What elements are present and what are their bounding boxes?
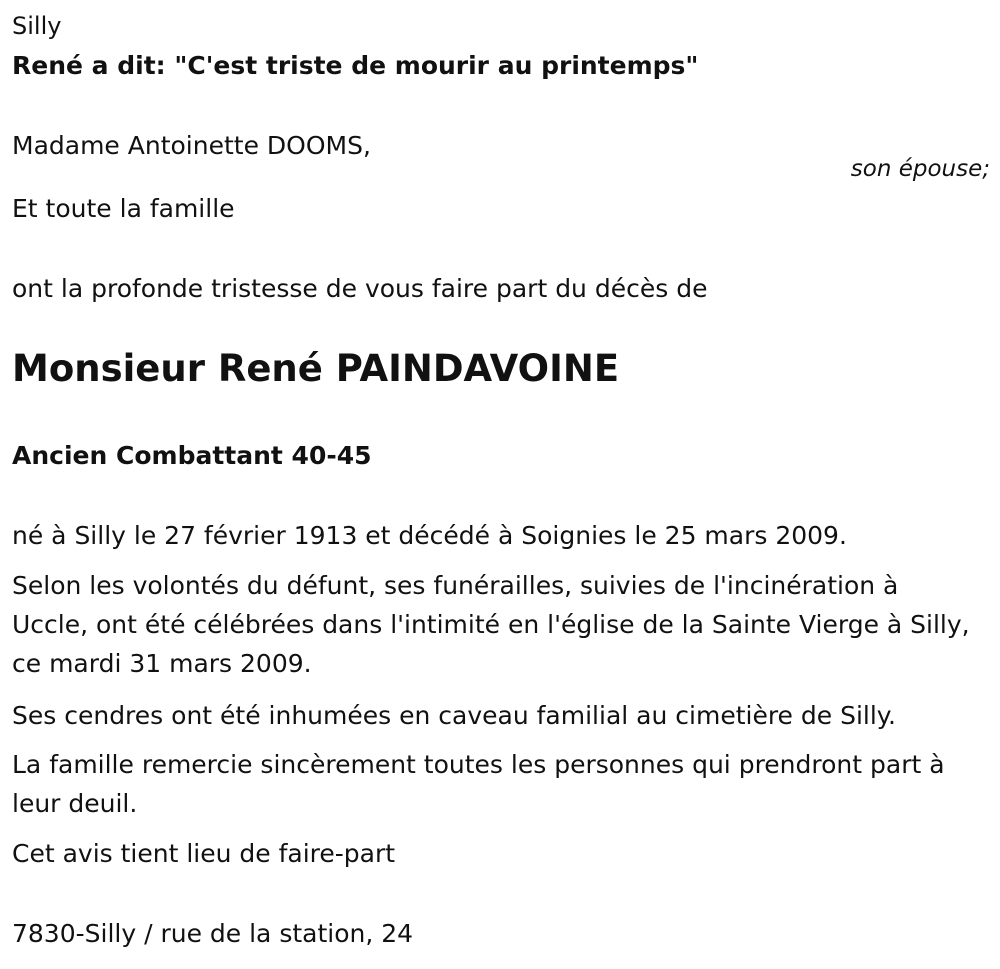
deceased-name: Monsieur René PAINDAVOINE	[12, 347, 620, 390]
birth-death-dates: né à Silly le 27 février 1913 et décédé à Soignies le 25 mars 2009.	[12, 521, 847, 550]
announcement: ont la profonde tristesse de vous faire part du décès de	[12, 274, 708, 303]
quote: René a dit: "C'est triste de mourir au printemps"	[12, 51, 699, 80]
address: 7830-Silly / rue de la station, 24	[12, 919, 414, 948]
ashes-details: Ses cendres ont été inhumées en caveau familial au cimetière de Silly.	[12, 701, 896, 730]
funeral-details: Selon les volontés du défunt, ses funérailles, suivies de l'incinération à Uccle, ont été célébrées dans l'intimité en l'église de la Sainte Vierge à Silly, ce mardi 31 mars 2009.	[12, 571, 970, 678]
spouse-name: Madame Antoinette DOOMS,	[12, 131, 371, 160]
family-thanks: La famille remercie sincèrement toutes les personnes qui prendront part à leur deuil.	[12, 750, 945, 818]
spouse-relation: son épouse;	[850, 156, 990, 182]
deceased-title: Ancien Combattant 40-45	[12, 441, 372, 470]
family-line: Et toute la famille	[12, 194, 235, 223]
faire-part-note: Cet avis tient lieu de faire-part	[12, 839, 396, 868]
locality: Silly	[12, 12, 62, 40]
